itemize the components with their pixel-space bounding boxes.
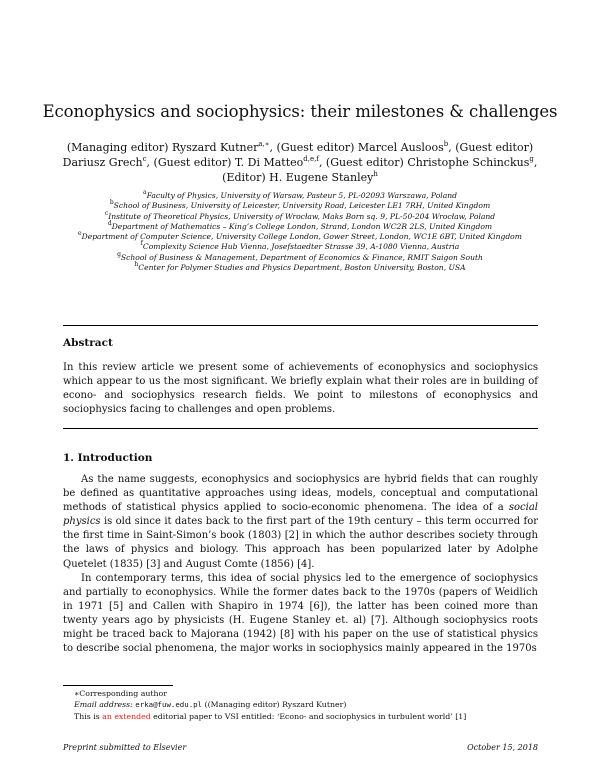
affiliation-text: Faculty of Physics, University of Warsaw, Pasteur 5, PL-02093 Warszawa, Poland	[146, 191, 458, 200]
author-sup: a,∗	[258, 140, 270, 148]
abstract-text: In this review article we present some of achievements of econophysics and sociophysics which appear to us the most significant. We briefly explain what their roles are in building of econo- and sociophysics research fields. We point to milestons of econophysics and sociophysics facing to challenges and open problems.	[63, 362, 538, 415]
affiliation-item	[62, 242, 538, 252]
affiliation-item	[62, 263, 538, 273]
author-line-3	[60, 170, 540, 185]
affiliation-item	[62, 219, 538, 232]
section-heading-introduction: 1. Introduction	[63, 452, 153, 464]
author-sup: g	[529, 155, 534, 163]
affiliation-text: Center for Polymer Studies and Physics Department, Boston University, Boston, USA	[138, 263, 466, 273]
author-dimatteo: , (Guest editor) T. Di Matteo	[146, 156, 304, 169]
author-sup: b	[443, 140, 449, 148]
preprint-date: October 15, 2018	[467, 743, 538, 752]
paragraph	[63, 473, 538, 572]
abstract-top-rule	[63, 325, 538, 326]
affiliation-text: School of Business, University of Leicester, University Road, Leicester LE1 7RH, United Kingdom	[113, 201, 491, 211]
preprint-notice: Preprint submitted to Elsevier	[63, 743, 187, 752]
footnotes	[63, 688, 538, 722]
note-text: This is	[74, 711, 103, 721]
corresponding-author-note: ∗Corresponding author	[74, 689, 167, 698]
affiliation-label: e	[78, 230, 82, 238]
author-list	[60, 140, 540, 185]
affiliation-label: d	[107, 219, 112, 227]
affiliation-text: Department of Computer Science, University College London, Gower Street, London, WC1E 6BT, United Kingdom	[81, 232, 522, 242]
author-line-2	[60, 155, 540, 170]
affiliation-item	[62, 232, 538, 242]
email-address[interactable]: erka@fuw.edu.pl	[135, 700, 203, 710]
extended-link[interactable]: an extended	[102, 711, 151, 721]
extended-note	[63, 711, 538, 722]
affiliation-text: Complexity Science Hub Vienna, Josefstaedter Strasse 39, A-1080 Vienna, Austria	[142, 242, 460, 252]
abstract-bottom-rule	[63, 428, 538, 429]
author-line-1	[60, 140, 540, 155]
footnote-rule	[63, 685, 173, 686]
abstract-heading: Abstract	[63, 337, 113, 349]
page-footer	[63, 743, 538, 752]
author-schinckus: , (Guest editor) Christophe Schinckus	[318, 156, 530, 169]
author-sup: c	[142, 155, 147, 163]
affiliation-label: h	[134, 261, 139, 269]
affiliation-item	[62, 201, 538, 211]
affiliation-item	[62, 209, 538, 222]
affiliation-label: b	[109, 199, 114, 207]
author-text: ,	[533, 156, 538, 169]
affiliation-label: c	[104, 209, 109, 217]
emphasis-text: social physics	[63, 502, 538, 528]
affiliation-text: Institute of Theoretical Physics, University of Wrocław, Maks Born sq. 9, PL-50-204 Wrocław, Poland	[108, 211, 496, 221]
affiliation-label: f	[140, 240, 143, 248]
author-stanley: (Editor) H. Eugene Stanley	[222, 171, 374, 184]
affiliation-text: Department of Mathematics – King’s College London, Strand, London WC2R 2LS, United Kingdom	[111, 221, 493, 231]
affiliation-label: g	[117, 250, 121, 258]
affiliation-text: School of Business & Management, Department of Economics & Finance, RMIT Saigon South	[120, 252, 483, 262]
paragraph: In contemporary terms, this idea of social physics led to the emergence of sociophysics and partially to econophysics. While the former dates back to the 1970s (papers of Weidlich in 1971 [5] and Callen with Shapiro in 1974 [6]), the latter has been coined more than twenty years ago by physicists (H. Eugene Stanley et. al) [7]. Although sociophysics roots might be traced back to Majorana (1942) [8] with his paper on the use of statistical physics to describe social phenomena, the major works in sociophysics mainly appeared in the 1970s	[63, 572, 538, 655]
author-sup: h	[373, 170, 378, 178]
email-label: Email address:	[74, 700, 133, 710]
paragraph-text: is old since it dates back to the first part of the 19th century – this term occurred for the first time in Saint-Simon’s book (1803) [2] in which the author describes society through the laws of physics and biology. This approach has been popularized later by Adolphe Quetelet (1835) [3] and August Comte (1856) [4].	[63, 516, 538, 570]
author-grech: Dariusz Grech	[62, 156, 143, 169]
author-ausloos: , (Guest editor) Marcel Ausloos	[269, 141, 444, 154]
author-text: , (Guest editor)	[448, 141, 534, 154]
affiliation-list	[62, 191, 538, 273]
email-owner: ((Managing editor) Ryszard Kutner)	[204, 700, 347, 710]
paragraph-text: As the name suggests, econophysics and sociophysics are hybrid fields that can roughly be defined as quantitative approaches using ideas, models, conceptual and computational methods of statistical physics applied to socio-economic phenomena. The idea of a	[63, 474, 538, 514]
affiliation-item	[62, 250, 538, 263]
introduction-body	[63, 473, 538, 656]
author-sup: d,e,f	[303, 155, 319, 163]
author-kutner: (Managing editor) Ryszard Kutner	[66, 141, 259, 154]
note-text: editorial paper to VSI entitled: ‘Econo- and sociophysics in turbulent world’ [1]	[150, 711, 467, 721]
affiliation-item	[62, 191, 538, 201]
paper-title: Econophysics and sociophysics: their milestones & challenges	[42, 102, 558, 121]
affiliation-label: a	[142, 189, 147, 196]
email-note	[63, 699, 538, 710]
